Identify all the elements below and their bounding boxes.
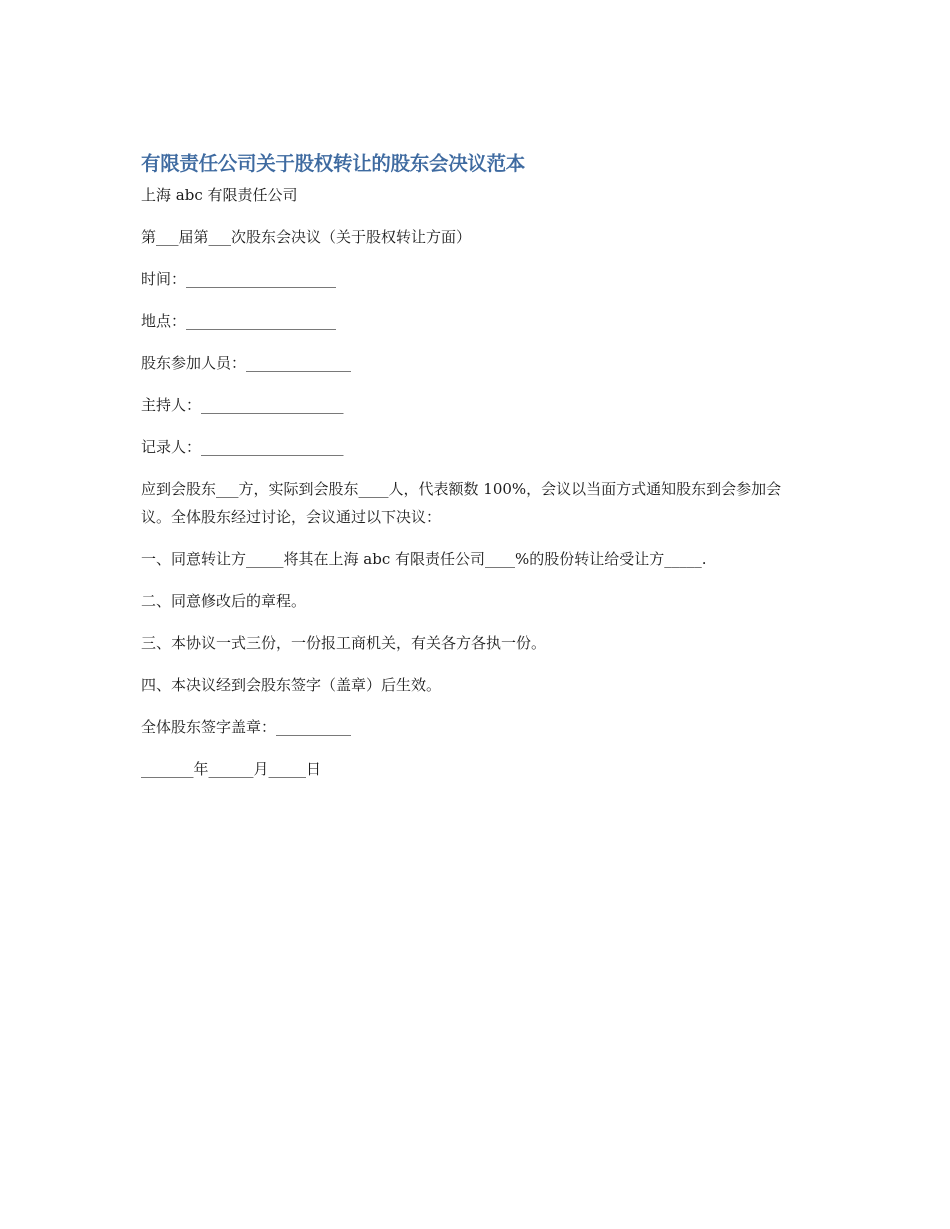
recorder-field: 记录人：___________________ bbox=[141, 438, 344, 456]
company-name: 上海 abc 有限责任公司 bbox=[141, 186, 298, 204]
attendance-paragraph: 应到会股东___方，实际到会股东____人，代表额数 100%，会议以当面方式通知股东到会参加会议。全体股东经过讨论，会议通过以下决议： bbox=[141, 480, 782, 526]
attendees-field: 股东参加人员：______________ bbox=[141, 354, 352, 372]
session-heading: 第___届第___次股东会决议（关于股权转让方面） bbox=[141, 228, 472, 246]
document-body bbox=[141, 150, 811, 783]
resolution-item-2: 二、同意修改后的章程。 bbox=[141, 592, 307, 610]
resolution-item-3: 三、本协议一式三份，一份报工商机关，有关各方各执一份。 bbox=[141, 634, 547, 652]
document-title: 有限责任公司关于股权转让的股东会决议范本 bbox=[141, 152, 526, 175]
host-field: 主持人：___________________ bbox=[141, 396, 344, 414]
date-field: _______年______月_____日 bbox=[141, 760, 322, 778]
resolution-item-1: 一、同意转让方_____将其在上海 abc 有限责任公司____%的股份转让给受让方_____. bbox=[141, 550, 707, 568]
meeting-time-field: 时间：____________________ bbox=[141, 270, 337, 288]
signature-field: 全体股东签字盖章：__________ bbox=[141, 718, 352, 736]
resolution-item-4: 四、本决议经到会股东签字（盖章）后生效。 bbox=[141, 676, 442, 694]
meeting-place-field: 地点：____________________ bbox=[141, 312, 337, 330]
